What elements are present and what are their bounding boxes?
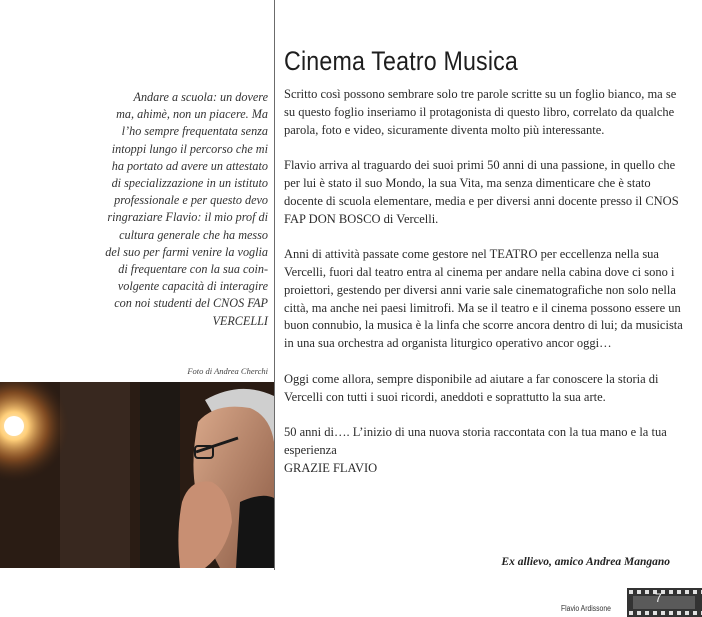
film-perforations	[629, 590, 702, 594]
quote-line: VERCELLI	[212, 313, 268, 328]
quote-line: professionale e per questo devo	[114, 193, 268, 208]
article-paragraph: Anni di attività passate come gestore nel TEATRO per eccellenza nella sua Vercelli, fuori dal teatro entra al cinema per andare nella cabina dove ci sono i proiettori, gestendo per diversi anni varie sale cinematografiche non solo nella città, ma anche nei paesi limitrofi. Ma se il teatro e il cinema possono essere un buon connubio, la musica è la linfa che scorre ancora dentro di lui; da musicista in una sua orchestra ad organista liturgico operativo ancor oggi…	[284, 247, 683, 351]
article-title: Cinema Teatro Musica	[284, 46, 519, 76]
signature: Ex allievo, amico Andrea Mangano	[501, 556, 670, 568]
sidebar-quote	[80, 89, 268, 330]
page-number: 7	[655, 591, 662, 605]
quote-line: con noi studenti del CNOS FAP	[114, 296, 268, 311]
quote-line: l’ho sempre frequentata senza	[121, 124, 268, 139]
portrait-illustration	[0, 382, 274, 568]
quote-line: Andare a scuola: un dovere	[133, 90, 268, 104]
portrait-photo	[0, 382, 274, 568]
quote-line: intoppi lungo il percorso che mi	[111, 141, 268, 156]
film-frame	[633, 596, 695, 609]
article-paragraph: Scritto così possono sembrare solo tre parole scritte su un foglio bianco, ma se su questo foglio inseriamo il protagonista di questo libro, correlato da qualche parola, foto e video, sicuramente diventa molto più interessante.	[284, 87, 677, 137]
column-divider	[274, 0, 275, 570]
photo-caption: Foto di Andrea Cherchi	[187, 366, 268, 376]
quote-line: ringraziare Flavio: il mio prof di	[107, 210, 268, 225]
article-paragraph: Flavio arriva al traguardo dei suoi primi 50 anni di una passione, in quello che per lui è stato il suo Mondo, la sua Vita, ma senza dimenticare che è stato docente di scuola elementare, media e per diversi anni docente presso il CNOS FAP DON BOSCO di Vercelli.	[284, 158, 679, 226]
quote-line: ha portato ad avere un attestato	[111, 158, 268, 173]
article-paragraph: 50 anni di…. L’inizio di una nuova storia raccontata con la tua mano e la tua esperienza	[284, 425, 667, 457]
film-perforations	[629, 611, 702, 615]
footer-author: Flavio Ardissone	[561, 604, 611, 613]
article-paragraph: Oggi come allora, sempre disponibile ad aiutare a far conoscere la storia di Vercelli con tutti i suoi ricordi, aneddoti e soprattutto la sua arte.	[284, 371, 659, 404]
film-strip-icon	[627, 588, 702, 617]
quote-line: di specializzazione in un istituto	[111, 176, 268, 191]
quote-line: cultura generale che ha messo	[119, 227, 268, 242]
quote-line: volgente capacità di interagire	[117, 279, 268, 294]
article-body	[284, 86, 689, 478]
quote-line: di frequentare con la sua coin-	[118, 262, 268, 277]
quote-line: ma, ahimè, non un piacere. Ma	[116, 107, 268, 122]
quote-line: del suo per farmi venire la voglia	[105, 244, 268, 259]
closing-line: GRAZIE FLAVIO	[284, 460, 378, 475]
